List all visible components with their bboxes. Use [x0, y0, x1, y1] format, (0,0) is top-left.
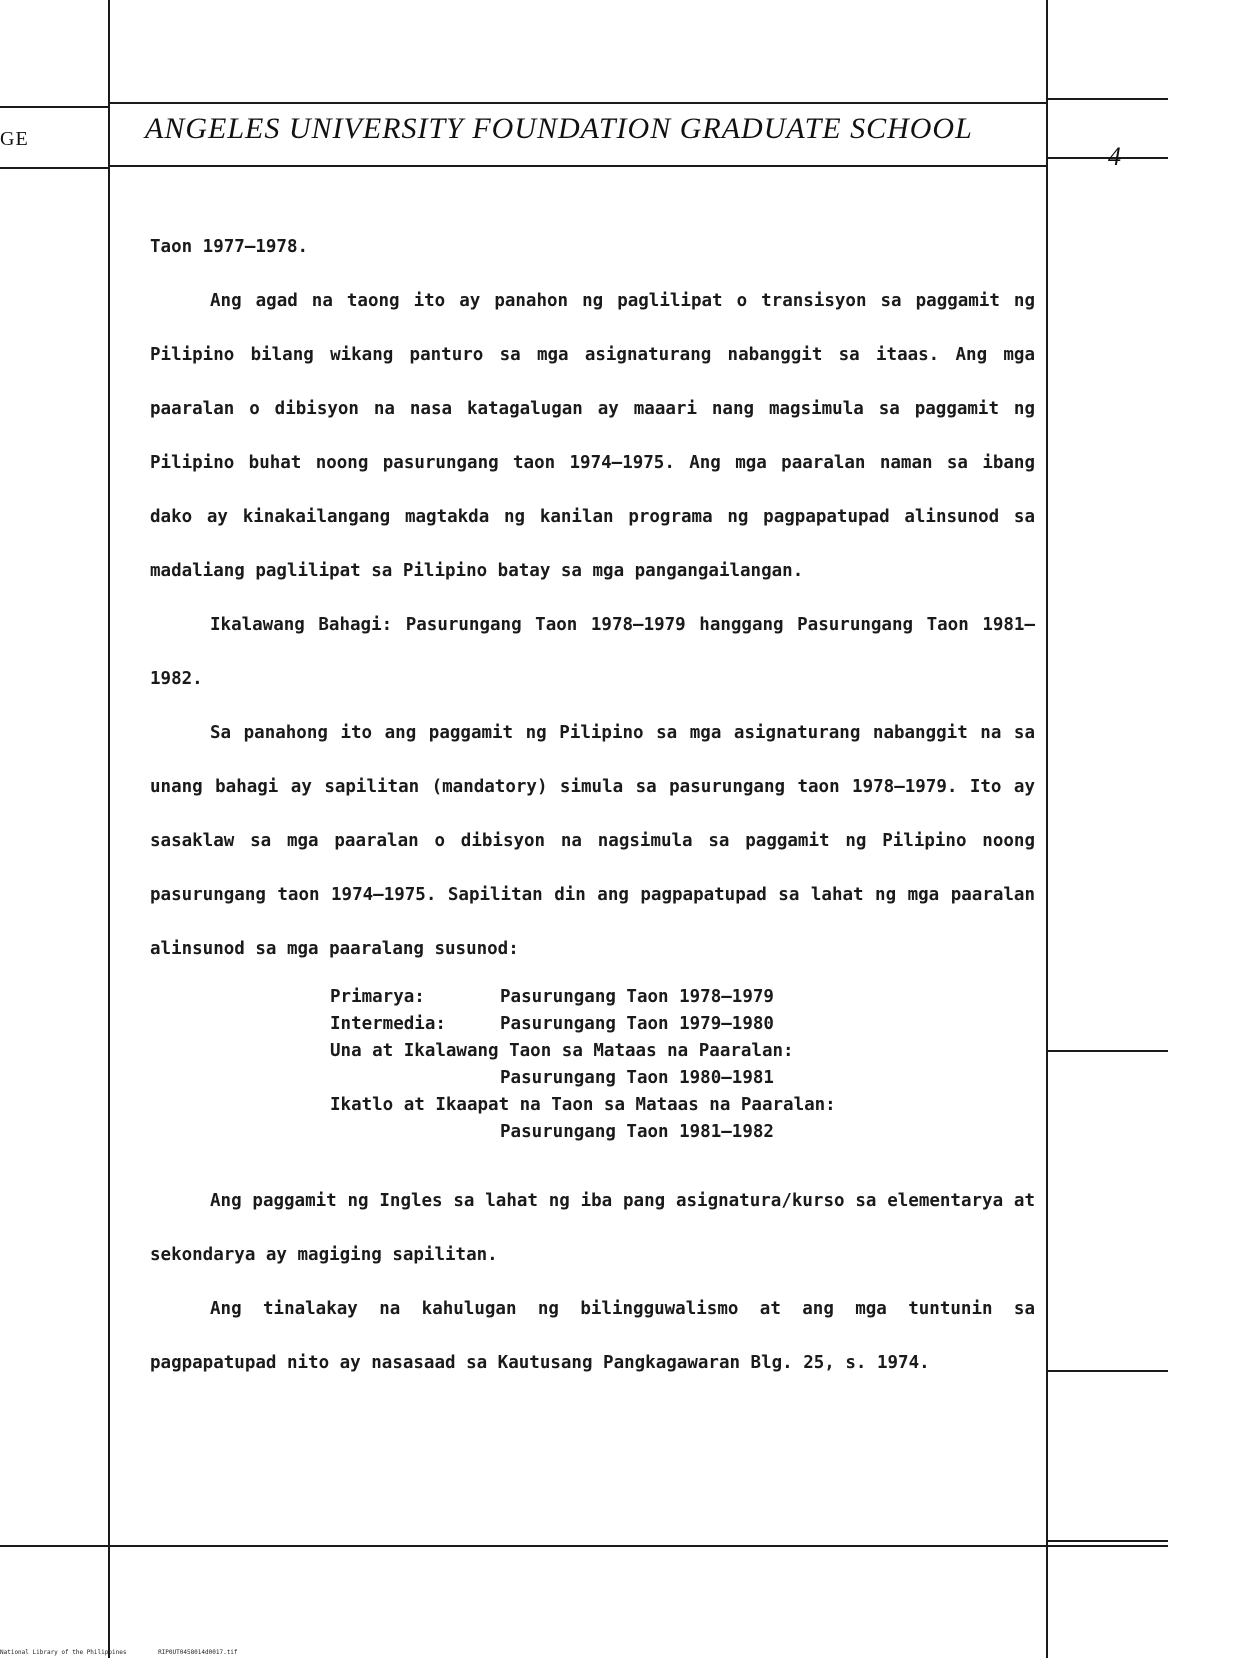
left-tab-bottom-rule	[0, 167, 108, 169]
paragraph-0: Taon 1977–1978.	[150, 237, 309, 257]
schedule-row	[330, 1065, 1035, 1092]
footer-library: National Library of the Philippines	[0, 1649, 127, 1656]
schedule-row	[330, 1119, 1035, 1146]
paragraph-5: Ang tinalakay na kahulugan ng bilingguwalismo at ang mga tuntunin sa pagpapatupad nito ay nasasaad sa Kautusang Pangkagawaran Blg. 25, s. 1974.	[150, 1299, 1035, 1373]
schedule-label: Ikatlo at Ikaapat na Taon sa Mataas na Paaralan:	[330, 1095, 836, 1115]
scan-footer	[0, 1649, 266, 1656]
schedule-value: Pasurungang Taon 1980–1981	[500, 1068, 774, 1088]
paragraph-2: Ikalawang Bahagi: Pasurungang Taon 1978–1979 hanggang Pasurungang Taon 1981–1982.	[150, 615, 1035, 689]
schedule-row	[330, 984, 1035, 1011]
implementation-schedule	[330, 984, 1035, 1146]
page-header-title: ANGELES UNIVERSITY FOUNDATION GRADUATE SCHOOL	[145, 112, 973, 145]
footer-code: RIP0UT0458014d0017.tif	[158, 1649, 238, 1656]
paragraph-1: Ang agad na taong ito ay panahon ng paglilipat o transisyon sa paggamit ng Pilipino bilang wikang panturo sa mga asignaturang nabanggit sa itaas. Ang mga paaralan o dibisyon na nasa katagalugan ay maaari nang magsimula sa paggamit ng Pilipino buhat noong pasurungang taon 1974–1975. Ang mga paaralan naman sa ibang dako ay kinakailangang magtakda ng kanilan programa ng pagpapatupad alinsunod sa madaliang paglilipat sa Pilipino batay sa mga pangangailangan.	[150, 291, 1035, 581]
schedule-value: Pasurungang Taon 1981–1982	[500, 1122, 774, 1142]
footer-rule	[0, 1545, 1168, 1547]
document-body	[150, 220, 1035, 1390]
left-margin-line	[108, 0, 110, 1658]
schedule-value: Pasurungang Taon 1978–1979	[500, 987, 774, 1007]
header-top-rule	[108, 102, 1048, 104]
paragraph-4: Ang paggamit ng Ingles sa lahat ng iba pang asignatura/kurso sa elementarya at sekondarya ay magiging sapilitan.	[150, 1191, 1035, 1265]
schedule-value: Pasurungang Taon 1979–1980	[500, 1014, 774, 1034]
schedule-row	[330, 1011, 1035, 1038]
schedule-label: Intermedia:	[330, 1014, 446, 1034]
right-tab-rule-4	[1048, 1370, 1168, 1372]
schedule-row	[330, 1038, 1035, 1065]
left-tab-label: GE	[0, 128, 29, 150]
left-tab-top-rule	[0, 106, 108, 108]
schedule-label: Primarya:	[330, 987, 425, 1007]
right-margin-line	[1046, 0, 1048, 1658]
right-tab-rule-5	[1048, 1540, 1168, 1542]
schedule-row	[330, 1092, 1035, 1119]
schedule-label: Una at Ikalawang Taon sa Mataas na Paaralan:	[330, 1041, 794, 1061]
header-bottom-rule	[108, 165, 1048, 167]
page-number: 4	[1108, 142, 1121, 171]
right-tab-rule-3	[1048, 1050, 1168, 1052]
paragraph-3: Sa panahong ito ang paggamit ng Pilipino sa mga asignaturang nabanggit na sa unang bahagi ay sapilitan (mandatory) simula sa pasurungang taon 1978–1979. Ito ay sasaklaw sa mga paaralan o dibisyon na nagsimula sa paggamit ng Pilipino noong pasurungang taon 1974–1975. Sapilitan din ang pagpapatupad sa lahat ng mga paaralan alinsunod sa mga paaralang susunod:	[150, 723, 1035, 959]
right-tab-rule-1	[1048, 98, 1168, 100]
